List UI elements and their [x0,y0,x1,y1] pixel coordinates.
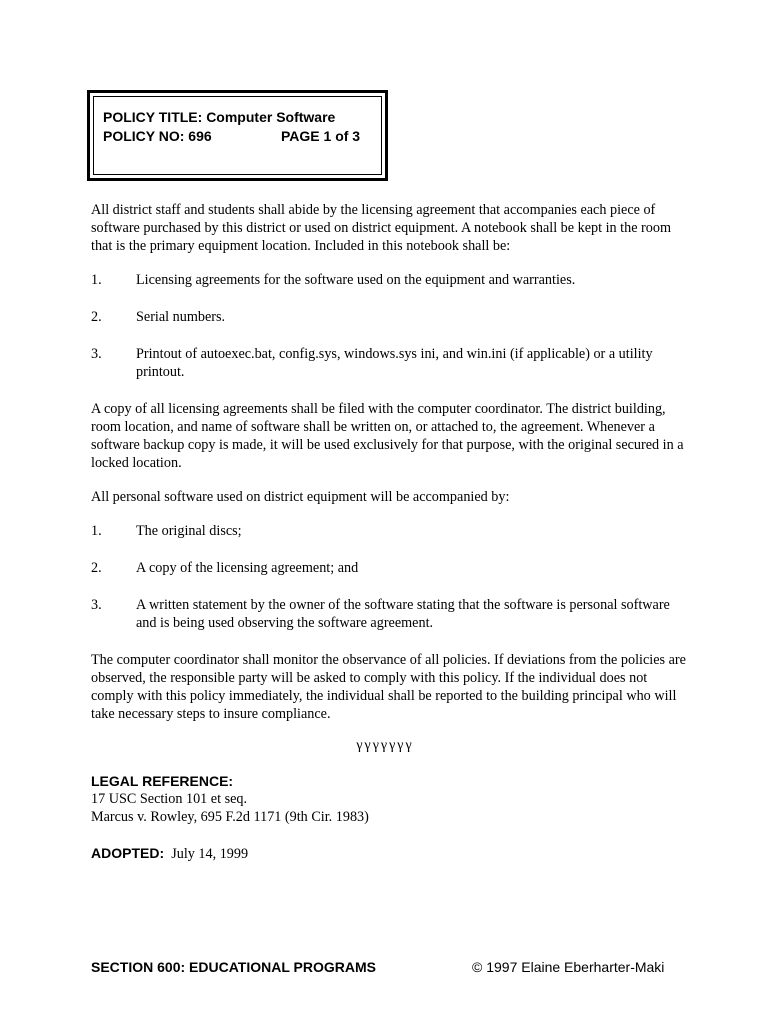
footer-copyright: © 1997 Elaine Eberharter-Maki [472,959,665,975]
list-number: 1. [91,272,102,288]
list-item [91,308,691,326]
list-number: 1. [91,523,102,539]
policy-title: POLICY TITLE: Computer Software [103,109,336,125]
list-item [91,596,691,632]
policy-title-box [87,90,388,181]
list-item [91,559,691,577]
list-number: 2. [91,309,102,325]
legal-heading: LEGAL REFERENCE: [91,773,234,789]
list-item [91,345,691,381]
intro-paragraph: All district staff and students shall abide by the licensing agreement that accompanies each piece of software purchased by this district or used on district equipment. A notebook shall be kept in the room that is the primary equipment location. Included in this notebook shall be: [91,202,672,254]
policy-title-inner [93,96,382,175]
policy-body [91,201,691,739]
monitor-paragraph: The computer coordinator shall monitor the observance of all policies. If deviations from the policies are observed, the responsible party will be asked to comply with this policy. If the individual does not comply with this policy immediately, the individual shall be reported to the building principal who will take necessary steps to insure compliance. [91,652,686,722]
list-text: The original discs; [136,523,242,539]
policy-number-row [103,127,381,146]
list-text: A copy of the licensing agreement; and [136,560,359,576]
copy-paragraph: A copy of all licensing agreements shall be filed with the computer coordinator. The district building, room location, and name of software shall be written on, or attached to, the agreement. Whenever a software backup copy is made, it will be used exclusively for that purpose, with the original secured in a locked location. [91,401,684,471]
list-number: 2. [91,560,102,576]
section-separator: γγγγγγγ [356,738,414,753]
legal-reference [91,772,691,826]
list-number: 3. [91,346,102,362]
list-text: Printout of autoexec.bat, config.sys, windows.sys ini, and win.ini (if applicable) or a utility printout. [136,346,653,380]
page-number: PAGE 1 of 3 [281,128,361,144]
legal-ref-2: Marcus v. Rowley, 695 F.2d 1171 (9th Cir. 1983) [91,809,369,825]
policy-number: POLICY NO: 696 [103,128,212,144]
adopted-label: ADOPTED: [91,845,165,861]
list-text: Serial numbers. [136,309,226,325]
list-number: 3. [91,597,102,613]
list-text: A written statement by the owner of the software stating that the software is personal software and is being used observing the software agreement. [136,597,670,631]
adopted-date: July 14, 1999 [171,846,249,862]
legal-ref-1: 17 USC Section 101 et seq. [91,791,248,807]
list-item [91,522,691,540]
footer-section: SECTION 600: EDUCATIONAL PROGRAMS [91,959,376,975]
list-item [91,271,691,289]
personal-software-paragraph: All personal software used on district equipment will be accompanied by: [91,489,510,505]
list-text: Licensing agreements for the software used on the equipment and warranties. [136,272,576,288]
adopted-line [91,844,248,863]
